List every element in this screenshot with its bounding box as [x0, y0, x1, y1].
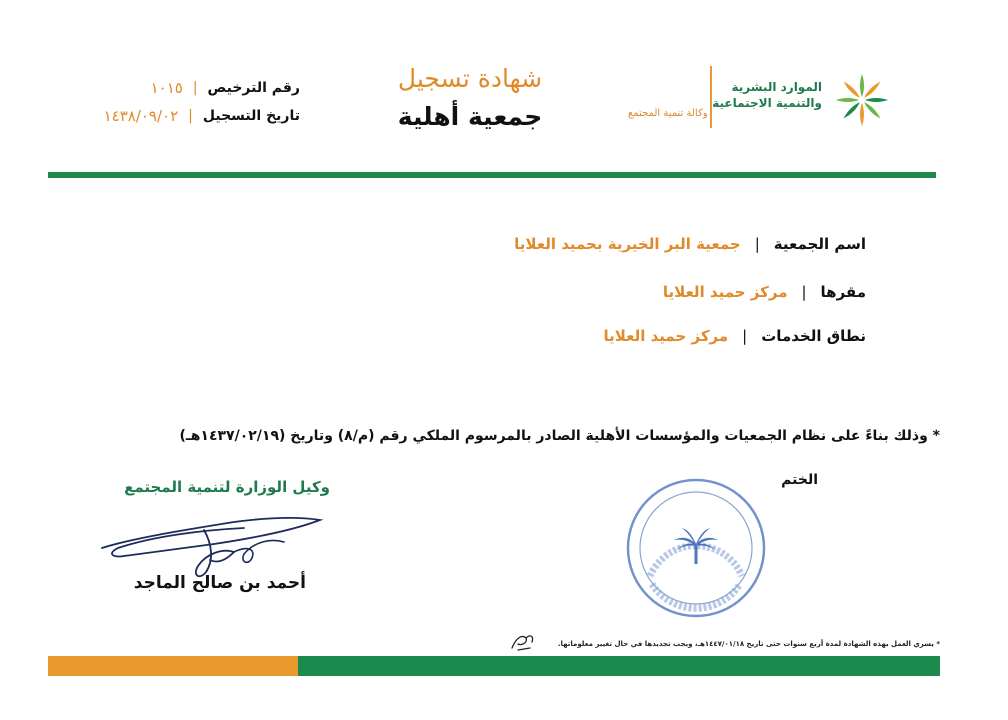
service-scope-label: نطاق الخدمات	[761, 327, 866, 345]
registration-date-row	[104, 105, 300, 127]
ministry-star-logo-icon	[832, 72, 892, 128]
footer-stripe-orange	[48, 656, 298, 676]
footer-stripe-green	[298, 656, 940, 676]
separator: |	[742, 327, 748, 345]
certificate-subtitle: جمعية أهلية	[397, 102, 543, 131]
signatory-name: أحمد بن صالح الماجد	[133, 573, 306, 593]
header-divider-bar	[48, 172, 936, 178]
agency-name: وكالة تنمية المجتمع	[628, 108, 708, 119]
separator: |	[754, 235, 760, 253]
ministry-name-line2: والتنمية الاجتماعية	[712, 96, 822, 110]
certificate-title: شهادة تسجيل	[397, 64, 543, 93]
license-number-label: رقم الترخيص	[207, 80, 300, 96]
validity-footnote: * يسري العمل بهذه الشهادة لمدة أربع سنوات حتى تاريخ ١٤٤٧/٠١/١٨هـ، ويجب تجديدها في حال تغيير معلوماتها.	[557, 640, 940, 648]
headquarters-value: مركز حميد العلايا	[662, 283, 788, 301]
registration-date-value: ١٤٣٨/٠٩/٠٢	[103, 107, 179, 125]
association-name-row	[514, 230, 866, 258]
license-number-value: ١٠١٥	[150, 79, 183, 97]
royal-decree-note: * وذلك بناءً على نظام الجمعيات والمؤسسات الأهلية الصادر بالمرسوم الملكي رقم (م/٨) وتاريخ (١٤٣٧/٠٢/١٩هـ)	[179, 428, 940, 444]
separator: |	[188, 108, 193, 124]
service-scope-value: مركز حميد العلايا	[603, 327, 729, 345]
license-number-row	[151, 77, 300, 99]
signatory-title: وكيل الوزارة لتنمية المجتمع	[124, 478, 330, 496]
separator: |	[801, 283, 807, 301]
headquarters-label: مقرها	[820, 283, 866, 301]
palm-tree-seal-icon	[674, 528, 718, 564]
official-stamp	[618, 476, 774, 620]
headquarters-row	[663, 278, 866, 306]
registration-date-label: تاريخ التسجيل	[202, 108, 300, 124]
handwritten-signature	[94, 508, 334, 582]
association-name-label: اسم الجمعية	[773, 235, 866, 253]
stamp-label: الختم	[781, 472, 818, 488]
service-scope-row	[604, 322, 867, 350]
association-name-value: جمعية البر الخيرية بحميد العلايا	[514, 235, 741, 253]
separator: |	[192, 80, 198, 96]
ministry-name-line1: الموارد البشرية	[731, 80, 822, 94]
ministry-logo-block	[710, 64, 910, 134]
